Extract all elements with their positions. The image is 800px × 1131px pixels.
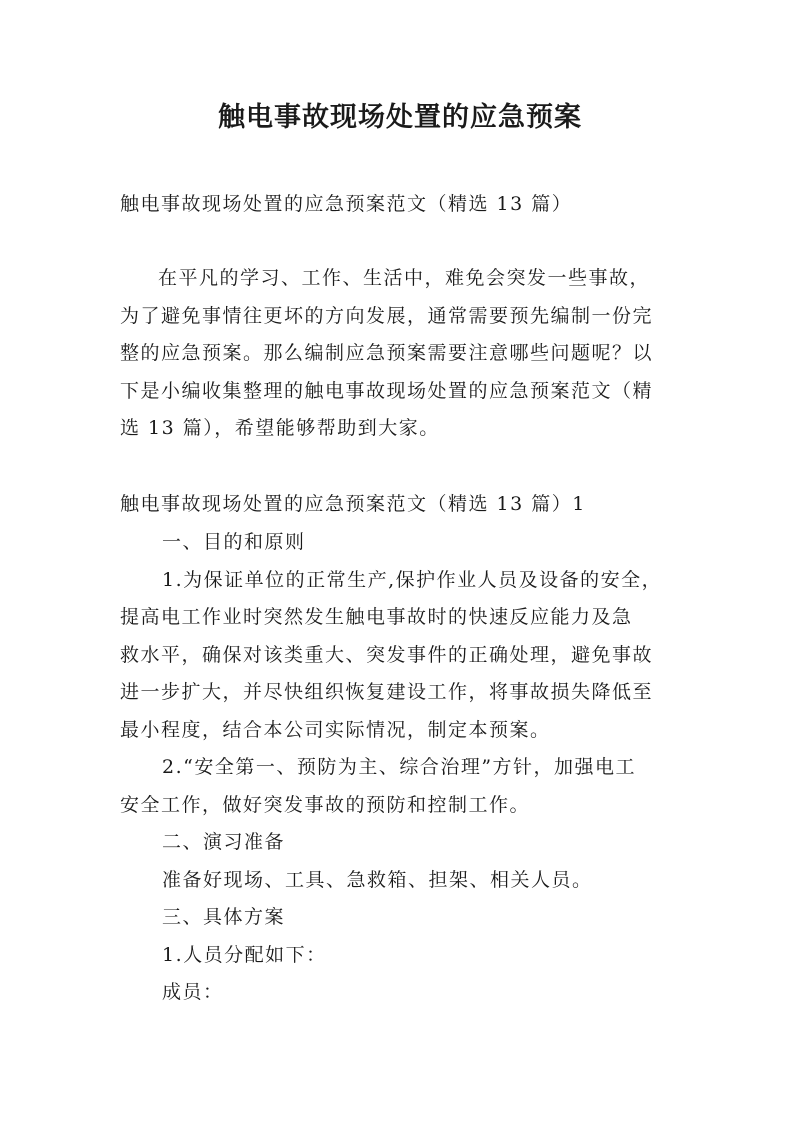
- intro-line: 下是小编收集整理的触电事故现场处置的应急预案范文（精: [120, 379, 654, 402]
- document-subtitle: 触电事故现场处置的应急预案范文（精选 13 篇）: [120, 193, 573, 215]
- paragraph-line: 2.“安全第一、预防为主、综合治理”方针，加强电工: [162, 756, 637, 778]
- intro-line: 为了避免事情往更坏的方向发展，通常需要预先编制一份完: [120, 304, 654, 327]
- paragraph-line: 进一步扩大，并尽快组织恢复建设工作，将事故损失降低至: [120, 681, 654, 703]
- heading-drill-prep: 二、演习准备: [162, 831, 286, 853]
- intro-paragraph: [120, 260, 700, 448]
- paragraph-line: 1.为保证单位的正常生产,保护作业人员及设备的安全，: [162, 568, 663, 591]
- paragraph-line: 最小程度，结合本公司实际情况，制定本预案。: [120, 718, 551, 741]
- paragraph-line: 准备好现场、工具、急救箱、担架、相关人员。: [162, 868, 593, 891]
- paragraph-line: 成员：: [162, 981, 224, 1003]
- section-content: [120, 524, 700, 1012]
- intro-line: 在平凡的学习、工作、生活中，难免会突发一些事故，: [158, 267, 651, 289]
- intro-line: 选 13 篇），希望能够帮助到大家。: [120, 417, 440, 439]
- heading-purpose: 一、目的和原则: [162, 531, 306, 553]
- intro-line: 整的应急预案。那么编制应急预案需要注意哪些问题呢？以: [120, 342, 654, 364]
- paragraph-line: 1.人员分配如下：: [162, 943, 327, 966]
- heading-plan: 三、具体方案: [162, 906, 286, 928]
- paragraph-line: 安全工作，做好突发事故的预防和控制工作。: [120, 793, 531, 816]
- document-title: 触电事故现场处置的应急预案: [218, 102, 582, 133]
- section-heading: 触电事故现场处置的应急预案范文（精选 13 篇）1: [120, 493, 586, 515]
- paragraph-line: 提高电工作业时突然发生触电事故时的快速反应能力及急: [120, 606, 633, 628]
- paragraph-line: 救水平，确保对该类重大、突发事件的正确处理，避免事故: [120, 643, 654, 666]
